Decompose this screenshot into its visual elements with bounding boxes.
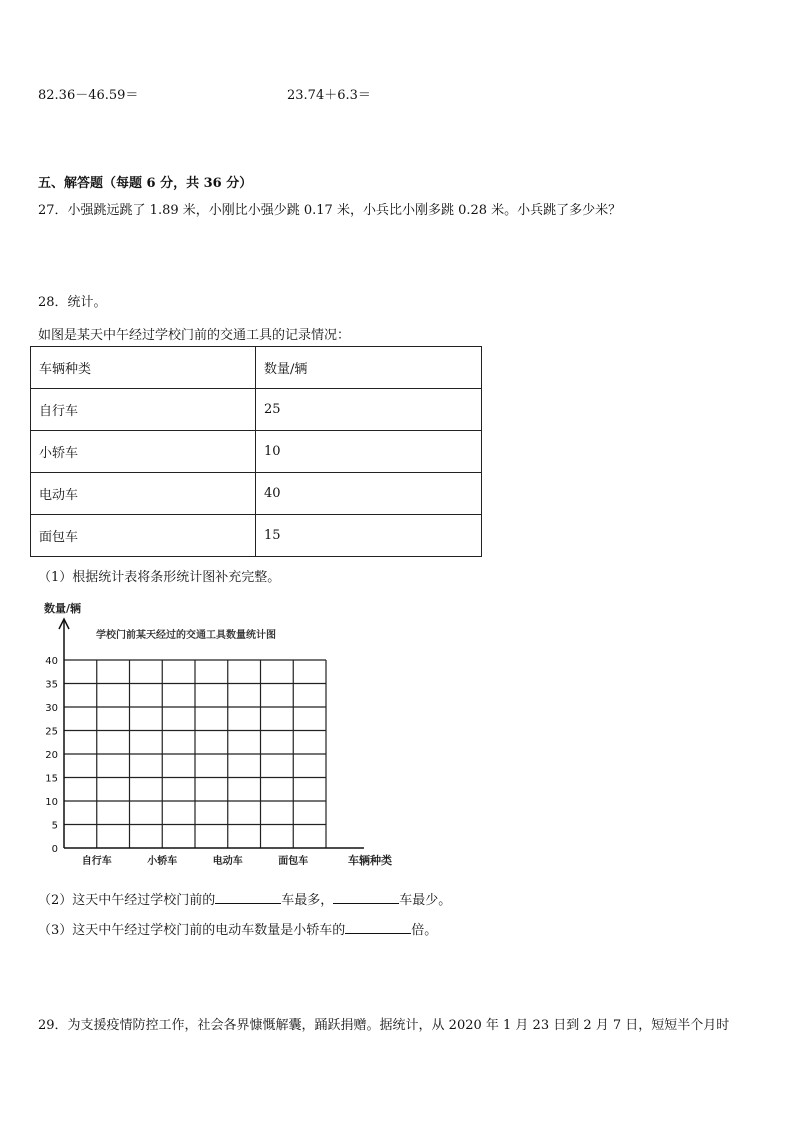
table-row bbox=[31, 389, 482, 431]
table-cell-count: 15 bbox=[256, 515, 482, 557]
table-header-cell: 数量/辆 bbox=[256, 347, 482, 389]
calc-expression-left: 82.36－46.59＝ bbox=[38, 88, 139, 103]
answer-blank-most[interactable] bbox=[215, 891, 281, 904]
table-row bbox=[31, 473, 482, 515]
table-header-cell: 车辆种类 bbox=[31, 347, 256, 389]
part3-text-b: 倍。 bbox=[411, 923, 438, 938]
table-cell-count: 25 bbox=[256, 389, 482, 431]
table-cell-vehicle: 面包车 bbox=[31, 515, 256, 557]
table-cell-count: 40 bbox=[256, 473, 482, 515]
chart-y-tick-label: 25 bbox=[45, 726, 58, 738]
chart-x-category-label: 面包车 bbox=[278, 856, 309, 867]
table-row bbox=[31, 515, 482, 557]
section-heading: 五、解答题（每题 6 分，共 36 分） bbox=[38, 176, 253, 191]
chart-y-tick-label: 15 bbox=[45, 773, 58, 785]
chart-x-category-label: 自行车 bbox=[81, 856, 112, 867]
chart-x-axis-label: 车辆种类 bbox=[348, 854, 392, 867]
vehicle-stats-table bbox=[30, 346, 482, 557]
question-28-part1: （1）根据统计表将条形统计图补充完整。 bbox=[38, 570, 281, 585]
table-cell-vehicle: 电动车 bbox=[31, 473, 256, 515]
table-row bbox=[31, 431, 482, 473]
part2-text-a: （2）这天中午经过学校门前的 bbox=[38, 893, 216, 908]
chart-y-tick-label: 30 bbox=[45, 703, 58, 714]
part2-text-b: 车最多， bbox=[281, 893, 334, 908]
table-header-row bbox=[31, 347, 482, 389]
calc-expression-right: 23.74＋6.3＝ bbox=[287, 88, 371, 103]
part3-text-a: （3）这天中午经过学校门前的电动车数量是小轿车的 bbox=[38, 923, 346, 938]
question-29: 29．为支援疫情防控工作，社会各界慷慨解囊，踊跃捐赠。据统计，从 2020 年 1 月 23 日到 2 月 7 日，短短半个月时 bbox=[38, 1018, 730, 1033]
answer-blank-least[interactable] bbox=[333, 891, 399, 904]
table-cell-vehicle: 自行车 bbox=[31, 389, 256, 431]
chart-y-tick-label: 20 bbox=[45, 750, 58, 761]
chart-y-tick-label: 5 bbox=[51, 820, 58, 832]
question-28-intro: 如图是某天中午经过学校门前的交通工具的记录情况： bbox=[38, 328, 351, 343]
chart-title: 学校门前某天经过的交通工具数量统计图 bbox=[96, 630, 276, 641]
part2-text-c: 车最少。 bbox=[399, 893, 452, 908]
question-28-title: 28．统计。 bbox=[38, 295, 107, 310]
chart-y-axis-label: 数量/辆 bbox=[44, 602, 82, 615]
chart-y-tick-label: 0 bbox=[51, 844, 58, 855]
chart-y-tick-label: 40 bbox=[45, 656, 58, 667]
chart-x-category-label: 电动车 bbox=[212, 856, 243, 867]
chart-y-tick-label: 35 bbox=[45, 679, 58, 691]
question-27: 27．小强跳远跳了 1.89 米，小刚比小强少跳 0.17 米，小兵比小刚多跳 0.28 米。小兵跳了多少米？ bbox=[38, 203, 622, 218]
table-cell-count: 10 bbox=[256, 431, 482, 473]
question-28-part2 bbox=[38, 889, 451, 908]
table-cell-vehicle: 小轿车 bbox=[31, 431, 256, 473]
chart-y-tick-label: 10 bbox=[45, 797, 58, 808]
question-28-part3 bbox=[38, 919, 437, 938]
answer-blank-times[interactable] bbox=[345, 921, 411, 934]
vehicle-bar-chart bbox=[30, 596, 430, 876]
chart-x-category-label: 小轿车 bbox=[147, 856, 178, 867]
